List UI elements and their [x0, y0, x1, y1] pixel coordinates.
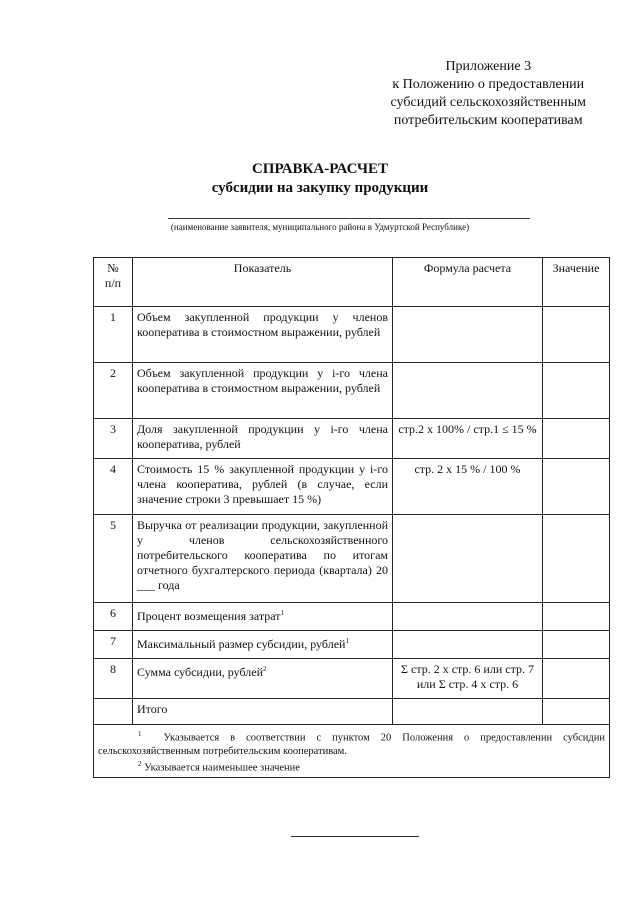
row-indicator	[133, 363, 393, 419]
row-indicator-text: Выручка от реализации продукции, закупленной у членов сельскохозяйственного потребительского кооператива по итогам отчетного бухгалтерского периода (квартала) 20 ___ года	[137, 518, 388, 592]
row-formula: стр.2 x 100% / стр.1 ≤ 15 %	[393, 419, 543, 459]
table-row	[94, 603, 610, 631]
footnote-2	[98, 758, 605, 775]
row-indicator-text: Максимальный размер субсидии, рублей	[137, 637, 346, 651]
row-indicator-text: Доля закупленной продукции у i-го члена кооператива, рублей	[137, 422, 388, 451]
header-num	[94, 258, 133, 307]
total-label: Итого	[137, 702, 168, 716]
footnotes-cell	[94, 725, 610, 778]
row-indicator-text: Процент возмещения затрат	[137, 609, 281, 623]
footnotes-row	[94, 725, 610, 778]
footnote-marker: 1	[345, 637, 349, 645]
row-value	[543, 459, 610, 515]
row-value	[543, 603, 610, 631]
annex-line-2: к Положению о предоставлении	[392, 77, 585, 92]
applicant-caption: (наименование заявителя, муниципального района в Удмуртской Республике)	[170, 222, 470, 232]
table-row	[94, 307, 610, 363]
row-num: 2	[94, 363, 133, 419]
row-value	[543, 419, 610, 459]
row-formula	[393, 515, 543, 603]
closing-line	[291, 836, 419, 837]
row-num: 4	[94, 459, 133, 515]
row-num: 3	[94, 419, 133, 459]
table-row	[94, 363, 610, 419]
row-indicator	[133, 699, 393, 725]
row-formula	[393, 699, 543, 725]
header-num-text: № п/п	[104, 261, 122, 290]
row-formula: стр. 2 x 15 % / 100 %	[393, 459, 543, 515]
header-formula: Формула расчета	[393, 258, 543, 307]
table-row	[94, 631, 610, 659]
footnote-2-mark: 2	[138, 759, 142, 768]
row-indicator-text: Сумма субсидии, рублей	[137, 665, 264, 679]
row-num: 6	[94, 603, 133, 631]
footnote-2-text: Указывается наименьшее значение	[144, 762, 300, 773]
header-value: Значение	[543, 258, 610, 307]
row-indicator	[133, 419, 393, 459]
calculation-table	[93, 257, 610, 778]
table-row	[94, 419, 610, 459]
row-formula	[393, 603, 543, 631]
row-indicator-text: Объем закупленной продукции у i-го члена кооператива в стоимостном выражении, рублей	[137, 366, 388, 395]
applicant-name-line	[168, 218, 530, 219]
row-indicator	[133, 631, 393, 659]
row-num: 8	[94, 659, 133, 699]
footnote-1-text: Указывается в соответствии с пунктом 20 Положения о предоставлении субсидии сельскохозяйственным потребительским кооперативам.	[98, 732, 605, 757]
row-value	[543, 699, 610, 725]
annex-line-4: потребительским кооперативам	[393, 113, 583, 128]
row-value	[543, 363, 610, 419]
table-header-row	[94, 258, 610, 307]
annex-heading	[391, 58, 586, 130]
row-formula: Σ стр. 2 x стр. 6 или стр. 7 или Σ стр. 4 x стр. 6	[393, 659, 543, 699]
footnote-1	[98, 728, 605, 758]
annex-line-3: субсидий сельскохозяйственным	[390, 95, 586, 110]
row-value	[543, 515, 610, 603]
table-row	[94, 459, 610, 515]
row-indicator	[133, 459, 393, 515]
row-indicator	[133, 603, 393, 631]
row-value	[543, 659, 610, 699]
footnote-marker: 1	[280, 609, 284, 617]
row-formula	[393, 363, 543, 419]
row-indicator	[133, 659, 393, 699]
footnote-1-mark: 1	[138, 730, 142, 738]
row-num: 1	[94, 307, 133, 363]
row-formula	[393, 631, 543, 659]
row-indicator-text: Стоимость 15 % закупленной продукции у i-го члена кооператива, рублей (в случае, если значение строки 3 превышает 15 %)	[137, 462, 388, 506]
row-num: 5	[94, 515, 133, 603]
annex-line-1: Приложение 3	[445, 59, 532, 74]
footnote-marker: 2	[263, 665, 267, 673]
row-value	[543, 307, 610, 363]
row-num	[94, 699, 133, 725]
table-row	[94, 515, 610, 603]
header-indicator: Показатель	[133, 258, 393, 307]
row-value	[543, 631, 610, 659]
title-line-2: субсидии на закупку продукции	[211, 180, 429, 196]
table-row	[94, 659, 610, 699]
row-num: 7	[94, 631, 133, 659]
row-indicator	[133, 515, 393, 603]
document-title	[0, 160, 640, 198]
row-formula	[393, 307, 543, 363]
row-indicator	[133, 307, 393, 363]
row-indicator-text: Объем закупленной продукции у членов кооператива в стоимостном выражении, рублей	[137, 310, 388, 339]
table-row-total	[94, 699, 610, 725]
title-line-1: СПРАВКА-РАСЧЕТ	[251, 161, 389, 177]
